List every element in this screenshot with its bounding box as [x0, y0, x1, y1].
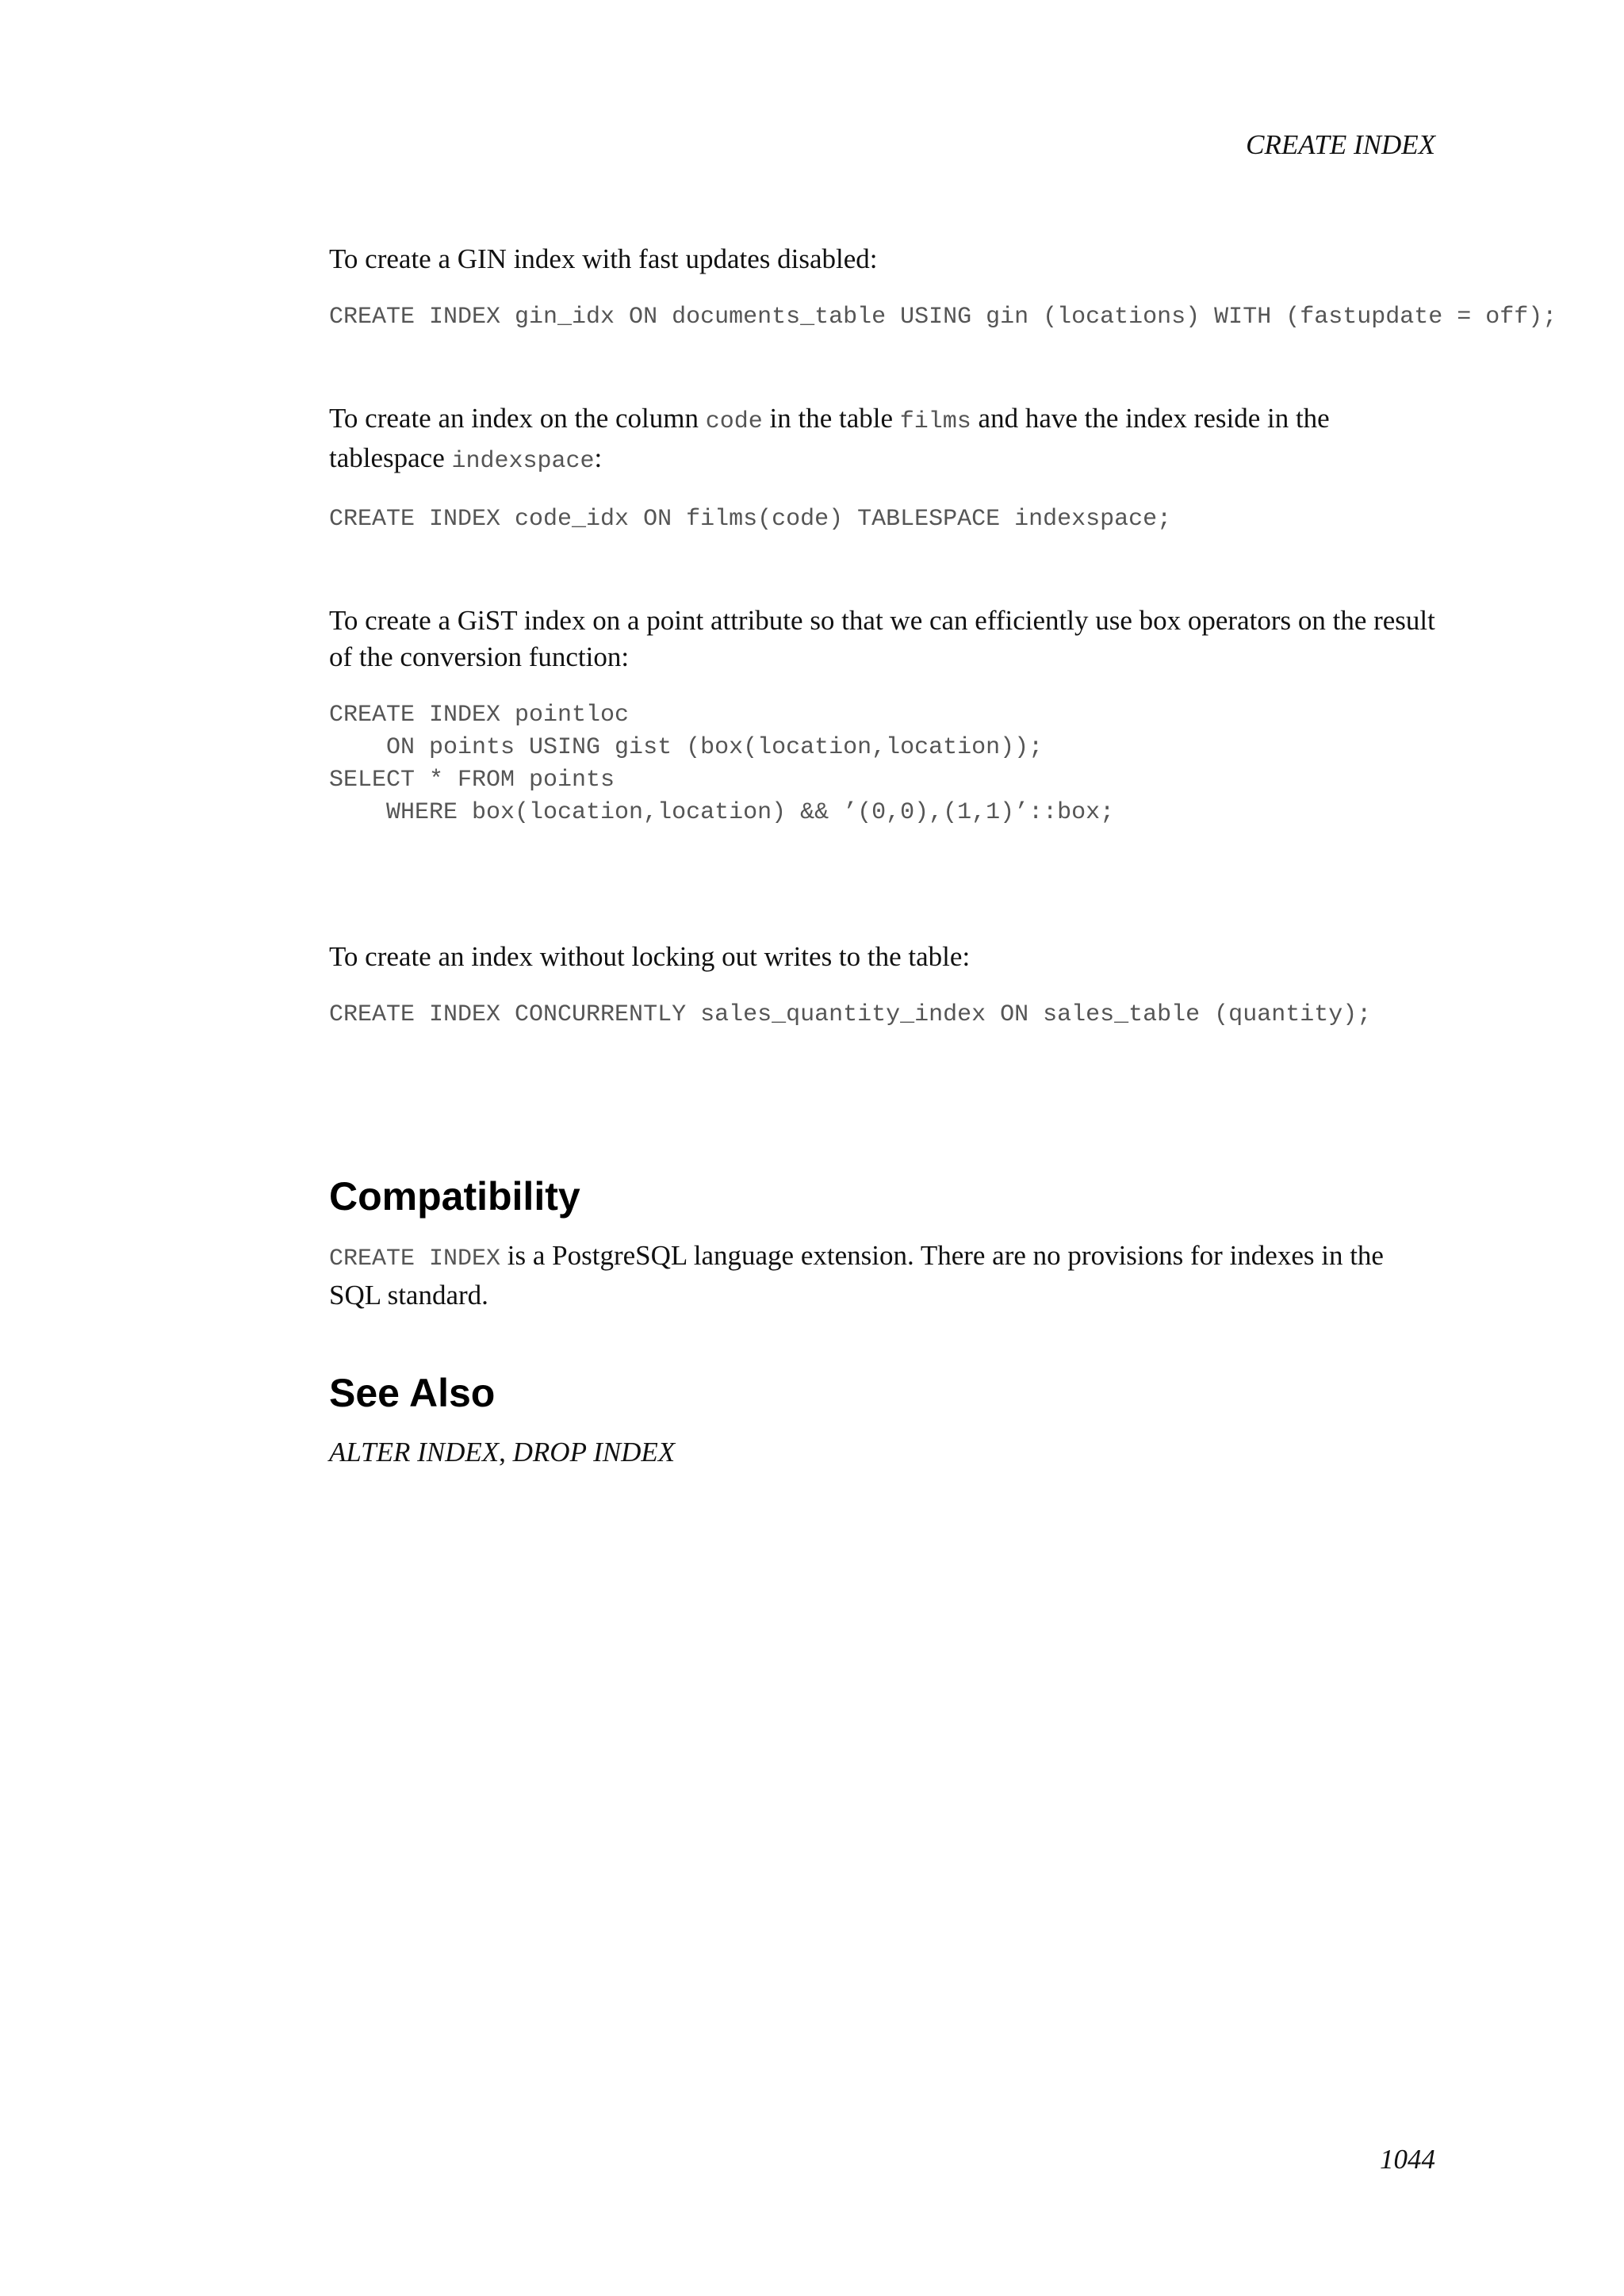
refs-separator: ,: [499, 1437, 513, 1468]
example-concurrent-intro: To create an index without locking out writes to the table:: [329, 941, 971, 972]
example-gist-code: CREATE INDEX pointloc ON points USING gist (box(location,location)); SELECT * FROM points WHERE box(location,location) && ’(0,0),(1,1)’::box;: [329, 702, 1115, 826]
example-concurrent-code: CREATE INDEX CONCURRENTLY sales_quantity_index ON sales_table (quantity);: [329, 1001, 1372, 1028]
intro-text: To create an index on the column: [329, 403, 706, 434]
inline-code-column: code: [705, 408, 763, 435]
link-drop-index[interactable]: DROP INDEX: [512, 1437, 676, 1468]
example-gin-code: CREATE INDEX gin_idx ON documents_table USING gin (locations) WITH (fastupdate = off);: [329, 304, 1557, 331]
example-tablespace-intro: [329, 400, 1439, 480]
page-number: 1044: [1380, 2144, 1435, 2175]
compatibility-heading: Compatibility: [329, 1174, 580, 1219]
running-header: CREATE INDEX: [1246, 129, 1435, 160]
inline-code-tablespace: indexspace: [451, 448, 595, 475]
inline-code-table: films: [899, 408, 971, 435]
example-tablespace-code: CREATE INDEX code_idx ON films(code) TABLESPACE indexspace;: [329, 506, 1172, 533]
inline-code-create-index: CREATE INDEX: [329, 1246, 501, 1272]
intro-text: and have the index reside in the tablespace: [329, 403, 1330, 473]
see-also-heading: See Also: [329, 1371, 496, 1415]
compatibility-sentence: is a PostgreSQL language extension. There are no provisions for indexes in the SQL standard.: [329, 1240, 1384, 1311]
page-content: [329, 241, 1557, 1471]
see-also-refs: [329, 1434, 1439, 1471]
compatibility-text: [329, 1238, 1439, 1314]
intro-text: in the table: [762, 403, 900, 434]
example-gin-intro: To create a GIN index with fast updates disabled:: [329, 243, 878, 274]
link-alter-index[interactable]: ALTER INDEX: [329, 1437, 500, 1468]
example-gist-intro: To create a GiST index on a point attribute so that we can efficiently use box operators on the result of the conversion function:: [329, 605, 1435, 672]
intro-text: :: [594, 442, 603, 473]
